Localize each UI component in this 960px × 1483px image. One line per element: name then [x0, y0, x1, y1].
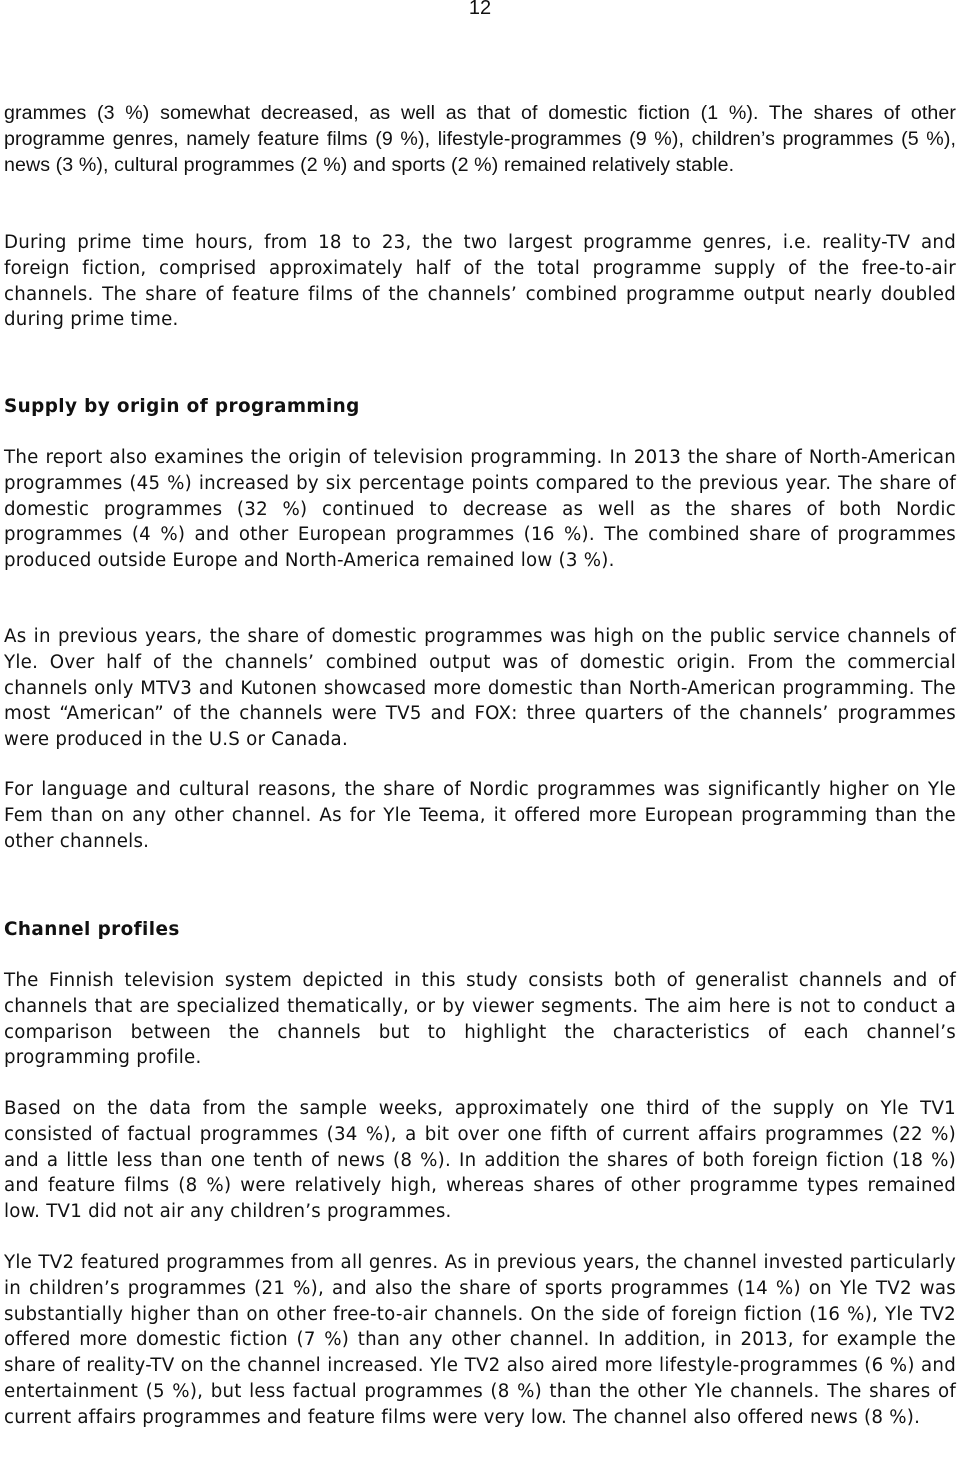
paragraph-nordic-share: For language and cultural reasons, the share of Nordic programmes was significantly higher on Yle Fem than on any other channel. As for Yle Teema, it offered more European programming than the other channels. [4, 779, 956, 852]
paragraph-yle-tv2: Yle TV2 featured programmes from all genres. As in previous years, the channel invested particularly in children’s programmes (21 %), and also the share of sports programmes (14 %) on Yle TV2 was substantially higher than on other free-to-air channels. On the side of foreign fiction (16 %), Yle TV2 offered more domestic fiction (7 %) than any other channel. In addition, in 2013, for example the share of reality-TV on the channel increased. Yle TV2 also aired more lifestyle-programmes (6 %) and entertainment (5 %), but less factual programmes (8 %) than the other Yle channels. The shares of current affairs programmes and feature films were very low. The channel also offered news (8 %). [4, 1252, 956, 1428]
heading-channel-profiles: Channel profiles [4, 919, 180, 940]
paragraph-origin-overview: The report also examines the origin of television programming. In 2013 the share of North-American programmes (45 %) increased by six percentage points compared to the previous year. The share of domestic programmes (32 %) continued to decrease as well as the shares of both Nordic programmes (4 %) and other European programmes (16 %). The combined share of programmes produced outside Europe and North-America remained low (3 %). [4, 447, 956, 572]
paragraph-prime-time: During prime time hours, from 18 to 23, the two largest programme genres, i.e. reality-TV and foreign fiction, comprised approximately half of the total programme supply of the free-to-air channels. The share of feature films of the channels’ combined programme output nearly doubled during prime time. [4, 232, 956, 331]
paragraph-yle-tv1: Based on the data from the sample weeks, approximately one third of the supply on Yle TV1 consisted of factual programmes (34 %), a bit over one fifth of current affairs programmes (22 %) and a little less than one tenth of news (8 %). In addition the shares of both foreign fiction (18 %) and feature films (8 %) were relatively high, whereas shares of other programme types remained low. TV1 did not air any children’s programmes. [4, 1098, 956, 1223]
paragraph-genre-shares: grammes (3 %) somewhat decreased, as well as that of domestic fiction (1 %). The shares of other programme genres, namely feature films (9 %), lifestyle-programmes (9 %), children’s programmes (5 %), news (3 %), cultural programmes (2 %) and sports (2 %) remained relatively stable. [4, 102, 956, 176]
heading-supply-by-origin: Supply by origin of programming [4, 396, 360, 417]
paragraph-domestic-share: As in previous years, the share of domestic programmes was high on the public service channels of Yle. Over half of the channels’ combined output was of domestic origin. From the commercial channels only MTV3 and Kutonen showcased more domestic than North-American programming. The most “American” of the channels were TV5 and FOX: three quarters of the channels’ programmes were produced in the U.S or Canada. [4, 626, 956, 751]
page-number: 12 [468, 0, 492, 19]
paragraph-channel-system: The Finnish television system depicted in this study consists both of generalist channels and of channels that are specialized thematically, or by viewer segments. The aim here is not to conduct a comparison between the channels but to highlight the characteristics of each channel’s programming profile. [4, 970, 956, 1069]
